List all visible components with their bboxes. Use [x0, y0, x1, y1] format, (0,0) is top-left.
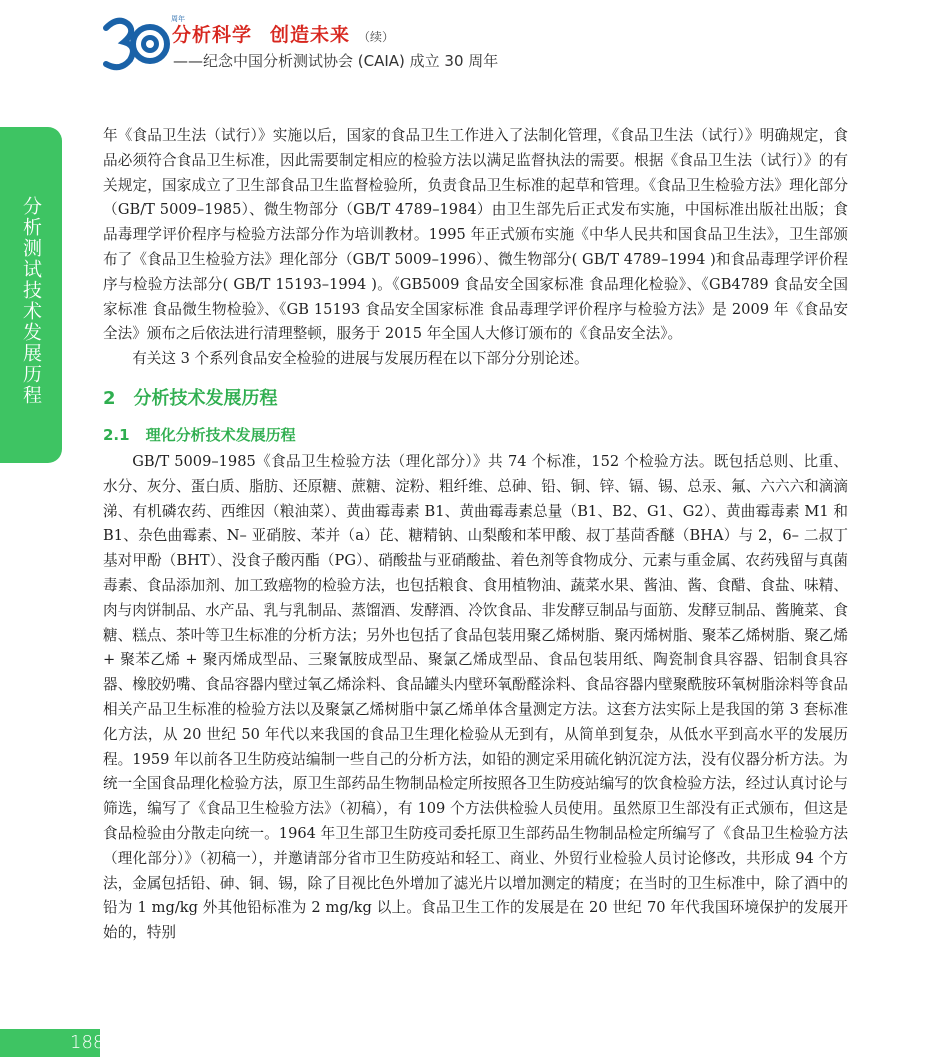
slogan-part-2: 创造未来 [270, 24, 351, 46]
chapter-side-tab-label: 分析测试技术发展历程 [20, 196, 42, 406]
anniversary-mini-label: 周年 [171, 15, 185, 23]
section-heading [103, 386, 848, 412]
paragraph-2: 有关这 3 个系列食品安全检验的进展与发展历程在以下部分分别论述。 [132, 350, 589, 368]
header-slogan [172, 20, 394, 47]
page-number: 188 [70, 1032, 105, 1053]
paragraph-1: 年《食品卫生法（试行）》实施以后，国家的食品卫生工作进入了法制化管理，《食品卫生法（试行）》明确规定，食品必须符合食品卫生标准，因此需要制定相应的检验方法以满足监督执法的需要。根据《食品卫生法（试行）》的有关规定，国家成立了卫生部食品卫生监督检验所，负责食品卫生标准的起草和管理。《食品卫生检验方法》理化部分（GB/T 5009–1985）、微生物部分（GB/T 4789–1984）由卫生部先后正式发布实施，中国标准出版社出版；食品毒理学评价程序与检验方法部分作为培训教材。1995 年正式颁布实施《中华人民共和国食品卫生法》，卫生部颁布了《食品卫生检验方法》理化部分（GB/T 5009–1996）、微生物部分( GB/T 4789–1994 )和食品毒理学评价程序与检验方法部分( GB/T 15193–1994 )。《GB5009 食品安全国家标准 食品理化检验》、《GB4789 食品安全国家标准 食品微生物检验》、《GB 15193 食品安全国家标准 食品毒理学评价程序与检验方法》是 2009 年《食品安全法》颁布之后依法进行清理整顿，服务于 2015 年全国人大修订颁布的《食品安全法》。 [103, 127, 848, 343]
subsection-heading [103, 424, 848, 446]
section-title: 分析技术发展历程 [133, 387, 278, 409]
subsection-title: 理化分析技术发展历程 [145, 425, 296, 444]
paragraph-3: GB/T 5009–1985《食品卫生检验方法（理化部分）》共 74 个标准，152 个检验方法。既包括总则、比重、水分、灰分、蛋白质、脂肪、还原糖、蔗糖、淀粉、粗纤维、总砷、铅、铜、锌、镉、锡、总汞、氟、六六六和滴滴涕、有机磷农药、西维因（粮油菜）、黄曲霉毒素 B1、黄曲霉毒素总量（B1、B2、G1、G2）、黄曲霉毒素 M1 和 B1、杂色曲霉素、N– 亚硝胺、苯并（a）芘、糖精钠、山梨酸和苯甲酸、叔丁基茴香醚（BHA）与 2，6– 二叔丁基对甲酚（BHT）、没食子酸丙酯（PG）、硝酸盐与亚硝酸盐、着色剂等食物成分、元素与重金属、农药残留与真菌毒素、食品添加剂、加工致癌物的检验方法，也包括粮食、食用植物油、蔬菜水果、酱油、酱、食醋、食盐、味精、肉与肉饼制品、水产品、乳与乳制品、蒸馏酒、发酵酒、冷饮食品、非发酵豆制品与面筋、发酵豆制品、酱腌菜、食糖、糕点、茶叶等卫生标准的分析方法；另外也包括了食品包装用聚乙烯树脂、聚丙烯树脂、聚苯乙烯树脂、聚乙烯 + 聚苯乙烯 + 聚丙烯成型品、三聚氰胺成型品、聚氯乙烯成型品、食品包装用纸、陶瓷制食具容器、铝制食具容器、橡胶奶嘴、食品容器内壁过氧乙烯涂料、食品罐头内壁环氧酚醛涂料、食品容器内壁聚酰胺环氧树脂涂料等食品相关产品卫生标准的检验方法以及聚氯乙烯树脂中氯乙烯单体含量测定方法。这套方法实际上是我国的第 3 套标准化方法，从 20 世纪 50 年代以来我国的食品卫生理化检验从无到有，从简单到复杂，从低水平到高水平的发展历程。1959 年以前各卫生防疫站编制一些自己的分析方法，如铅的测定采用硫化钠沉淀方法，没有仪器分析方法。为统一全国食品理化检验方法，原卫生部药品生物制品检定所按照各卫生防疫站编写的饮食检验方法，经过认真讨论与筛选，编写了《食品卫生检验方法》（初稿），有 109 个方法供检验人员使用。虽然原卫生部没有正式颁布，但这是食品检验由分散走向统一。1964 年卫生部卫生防疫司委托原卫生部药品生物制品检定所编写了《食品卫生检验方法（理化部分）》（初稿一），并邀请部分省市卫生防疫站和轻工、商业、外贸行业检验人员讨论修改，共形成 94 个方法，金属包括铅、砷、铜、锡，除了目视比色外增加了滤光片以增加测定的精度；在当时的卫生标准中，除了酒中的铅为 1 mg/kg 外其他铅标准为 2 mg/kg 以上。食品卫生工作的发展是在 20 世纪 70 年代我国环境保护的发展开始的，特别 [103, 452, 848, 942]
page-header [100, 14, 600, 84]
anniversary-30-logo-icon [100, 14, 170, 74]
section-number: 2 [103, 387, 116, 409]
header-subtitle: ——纪念中国分析测试协会 (CAIA) 成立 30 周年 [173, 52, 499, 70]
subsection-number: 2.1 [103, 425, 130, 444]
slogan-part-1: 分析科学 [172, 24, 253, 46]
slogan-continued: （续） [358, 30, 395, 44]
article-body [103, 124, 848, 946]
